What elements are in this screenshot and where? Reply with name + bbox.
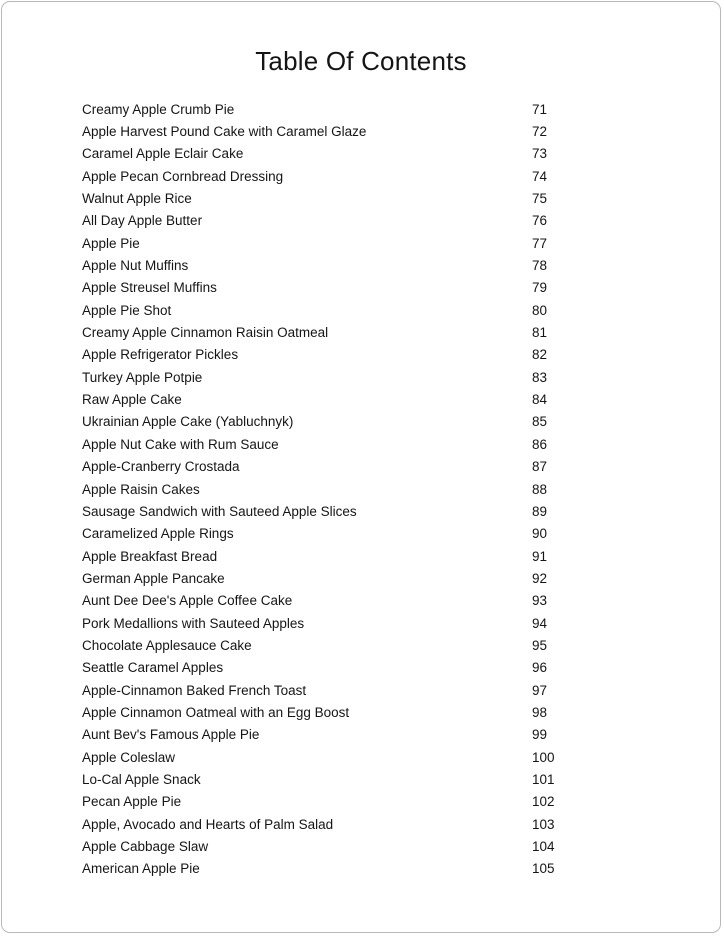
recipe-title: Apple Nut Cake with Rum Sauce <box>82 436 279 452</box>
recipe-title: Apple Pie Shot <box>82 302 172 318</box>
recipe-title: Apple Cabbage Slaw <box>82 839 209 855</box>
recipe-title: Aunt Dee Dee's Apple Coffee Cake <box>82 593 293 609</box>
page-number: 71 <box>532 101 548 117</box>
recipe-title: Apple Pie <box>82 235 140 251</box>
toc-row <box>82 254 647 276</box>
recipe-title: Apple-Cranberry Crostada <box>82 459 240 475</box>
page-number: 73 <box>532 146 548 162</box>
page-number: 85 <box>532 414 548 430</box>
toc-row <box>82 657 647 679</box>
page-number: 95 <box>532 637 548 653</box>
page-number: 90 <box>532 526 548 542</box>
toc-row <box>82 433 647 455</box>
recipe-title: Chocolate Applesauce Cake <box>82 637 252 653</box>
toc-row <box>82 724 647 746</box>
page-number: 102 <box>532 794 555 810</box>
recipe-title: Apple Harvest Pound Cake with Caramel Glaze <box>82 124 367 140</box>
page-number: 72 <box>532 124 548 140</box>
recipe-title: All Day Apple Butter <box>82 213 203 229</box>
toc-row <box>82 210 647 232</box>
recipe-title: Sausage Sandwich with Sauteed Apple Slices <box>82 503 357 519</box>
toc-row <box>82 634 647 656</box>
page-number: 87 <box>532 459 548 475</box>
toc-row <box>82 679 647 701</box>
toc-row <box>82 567 647 589</box>
toc-row <box>82 321 647 343</box>
page-number: 100 <box>532 749 555 765</box>
toc-row <box>82 120 647 142</box>
toc-row <box>82 143 647 165</box>
toc-row <box>82 366 647 388</box>
toc-row <box>82 165 647 187</box>
toc-row <box>82 344 647 366</box>
page-number: 77 <box>532 235 548 251</box>
recipe-title: German Apple Pancake <box>82 570 225 586</box>
toc-row <box>82 411 647 433</box>
document-page <box>1 1 721 933</box>
page-number: 104 <box>532 839 555 855</box>
page-number: 94 <box>532 615 548 631</box>
recipe-title: Raw Apple Cake <box>82 392 182 408</box>
page-number: 76 <box>532 213 548 229</box>
page-number: 74 <box>532 168 548 184</box>
recipe-title: Lo-Cal Apple Snack <box>82 771 201 787</box>
toc-row <box>82 835 647 857</box>
recipe-title: Aunt Bev's Famous Apple Pie <box>82 727 260 743</box>
recipe-title: Apple Nut Muffins <box>82 258 189 274</box>
toc-row <box>82 500 647 522</box>
page-number: 93 <box>532 593 548 609</box>
toc-row <box>82 813 647 835</box>
toc-row <box>82 98 647 120</box>
recipe-title: Caramelized Apple Rings <box>82 526 234 542</box>
toc-row <box>82 746 647 768</box>
recipe-title: Creamy Apple Crumb Pie <box>82 101 235 117</box>
recipe-title: Ukrainian Apple Cake (Yabluchnyk) <box>82 414 294 430</box>
recipe-title: Seattle Caramel Apples <box>82 660 224 676</box>
page-number: 101 <box>532 771 555 787</box>
recipe-title: Apple Raisin Cakes <box>82 481 200 497</box>
page-number: 84 <box>532 392 548 408</box>
page-number: 91 <box>532 548 548 564</box>
recipe-title: Creamy Apple Cinnamon Raisin Oatmeal <box>82 325 329 341</box>
toc-row <box>82 523 647 545</box>
toc-row <box>82 187 647 209</box>
toc-row <box>82 478 647 500</box>
page-number: 81 <box>532 325 548 341</box>
toc-row <box>82 791 647 813</box>
toc-row <box>82 590 647 612</box>
page-number: 103 <box>532 816 555 832</box>
toc-row <box>82 388 647 410</box>
recipe-title: Caramel Apple Eclair Cake <box>82 146 244 162</box>
toc-row <box>82 299 647 321</box>
toc-row <box>82 277 647 299</box>
page-number: 96 <box>532 660 548 676</box>
recipe-title: Apple Coleslaw <box>82 749 176 765</box>
recipe-title: American Apple Pie <box>82 861 200 877</box>
page-title: Table Of Contents <box>255 46 467 76</box>
toc-row <box>82 768 647 790</box>
recipe-title: Apple-Cinnamon Baked French Toast <box>82 682 307 698</box>
toc-row <box>82 701 647 723</box>
recipe-title: Apple Refrigerator Pickles <box>82 347 239 363</box>
recipe-title: Apple, Avocado and Hearts of Palm Salad <box>82 816 334 832</box>
page-number: 75 <box>532 191 548 207</box>
toc-row <box>82 858 647 880</box>
toc-list <box>82 98 647 880</box>
page-number: 78 <box>532 258 548 274</box>
recipe-title: Apple Pecan Cornbread Dressing <box>82 168 284 184</box>
page-number: 98 <box>532 704 548 720</box>
recipe-title: Apple Streusel Muffins <box>82 280 217 296</box>
recipe-title: Walnut Apple Rice <box>82 191 192 207</box>
toc-row <box>82 545 647 567</box>
recipe-title: Turkey Apple Potpie <box>82 369 203 385</box>
page-number: 97 <box>532 682 548 698</box>
recipe-title: Apple Cinnamon Oatmeal with an Egg Boost <box>82 704 350 720</box>
recipe-title: Apple Breakfast Bread <box>82 548 218 564</box>
recipe-title: Pecan Apple Pie <box>82 794 182 810</box>
page-number: 79 <box>532 280 548 296</box>
toc-row <box>82 456 647 478</box>
page-number: 99 <box>532 727 548 743</box>
page-number: 83 <box>532 369 548 385</box>
page-number: 80 <box>532 302 548 318</box>
page-number: 89 <box>532 503 548 519</box>
recipe-title: Pork Medallions with Sauteed Apples <box>82 615 305 631</box>
page-number: 105 <box>532 861 555 877</box>
page-number: 86 <box>532 436 548 452</box>
page-number: 82 <box>532 347 548 363</box>
page-number: 92 <box>532 570 548 586</box>
page-number: 88 <box>532 481 548 497</box>
toc-row <box>82 232 647 254</box>
toc-row <box>82 612 647 634</box>
